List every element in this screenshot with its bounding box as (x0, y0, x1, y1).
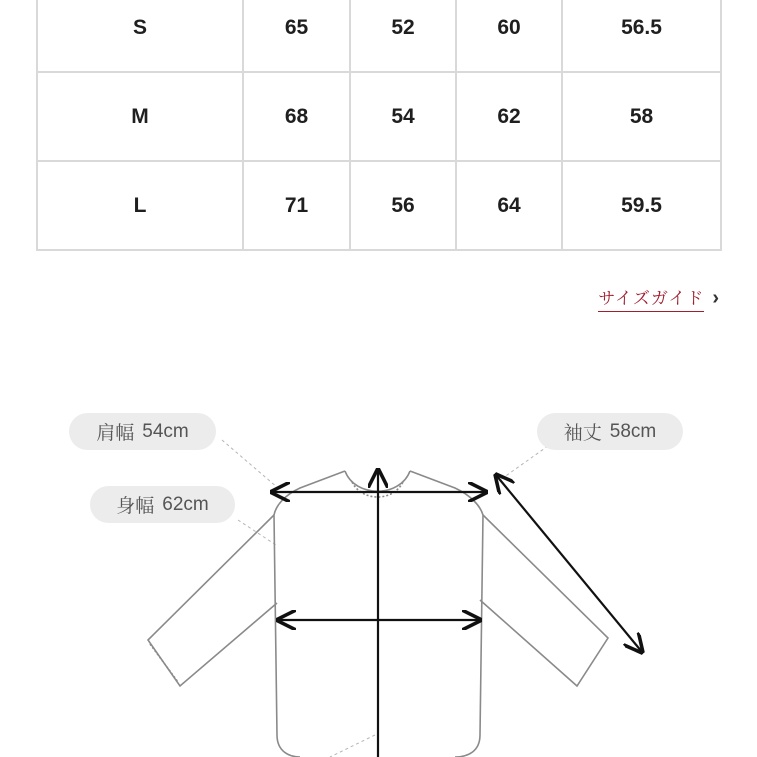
table-cell: 60 (456, 0, 562, 72)
chevron-right-icon: › (712, 287, 719, 309)
sleeve-label-name: 袖丈 (563, 423, 602, 444)
shoulder-label-value: 54cm (142, 420, 189, 442)
table-cell: 59.5 (562, 161, 721, 250)
shoulder-label-name: 肩幅 (96, 423, 135, 444)
size-cell: S (37, 0, 243, 72)
size-cell: L (37, 161, 243, 250)
table-cell: 71 (243, 161, 350, 250)
table-cell: 58 (562, 72, 721, 161)
shoulder-width-label (69, 413, 216, 450)
table-cell: 65 (243, 0, 350, 72)
size-guide-label[interactable]: サイズガイド (598, 284, 704, 312)
measure-arrows (272, 470, 642, 757)
body-width-label (90, 486, 235, 523)
table-cell: 52 (350, 0, 456, 72)
size-cell: M (37, 72, 243, 161)
table-cell: 68 (243, 72, 350, 161)
table-cell: 56.5 (562, 0, 721, 72)
leader-lines (222, 440, 548, 757)
table-cell: 62 (456, 72, 562, 161)
table-cell: 56 (350, 161, 456, 250)
table-cell: 54 (350, 72, 456, 161)
body-width-label-name: 身幅 (116, 496, 155, 517)
body-width-label-value: 62cm (162, 493, 209, 515)
table-cell: 64 (456, 161, 562, 250)
sleeve-arrow (496, 475, 642, 652)
sleeve-label-value: 58cm (609, 420, 657, 442)
sleeve-length-label (537, 413, 683, 450)
